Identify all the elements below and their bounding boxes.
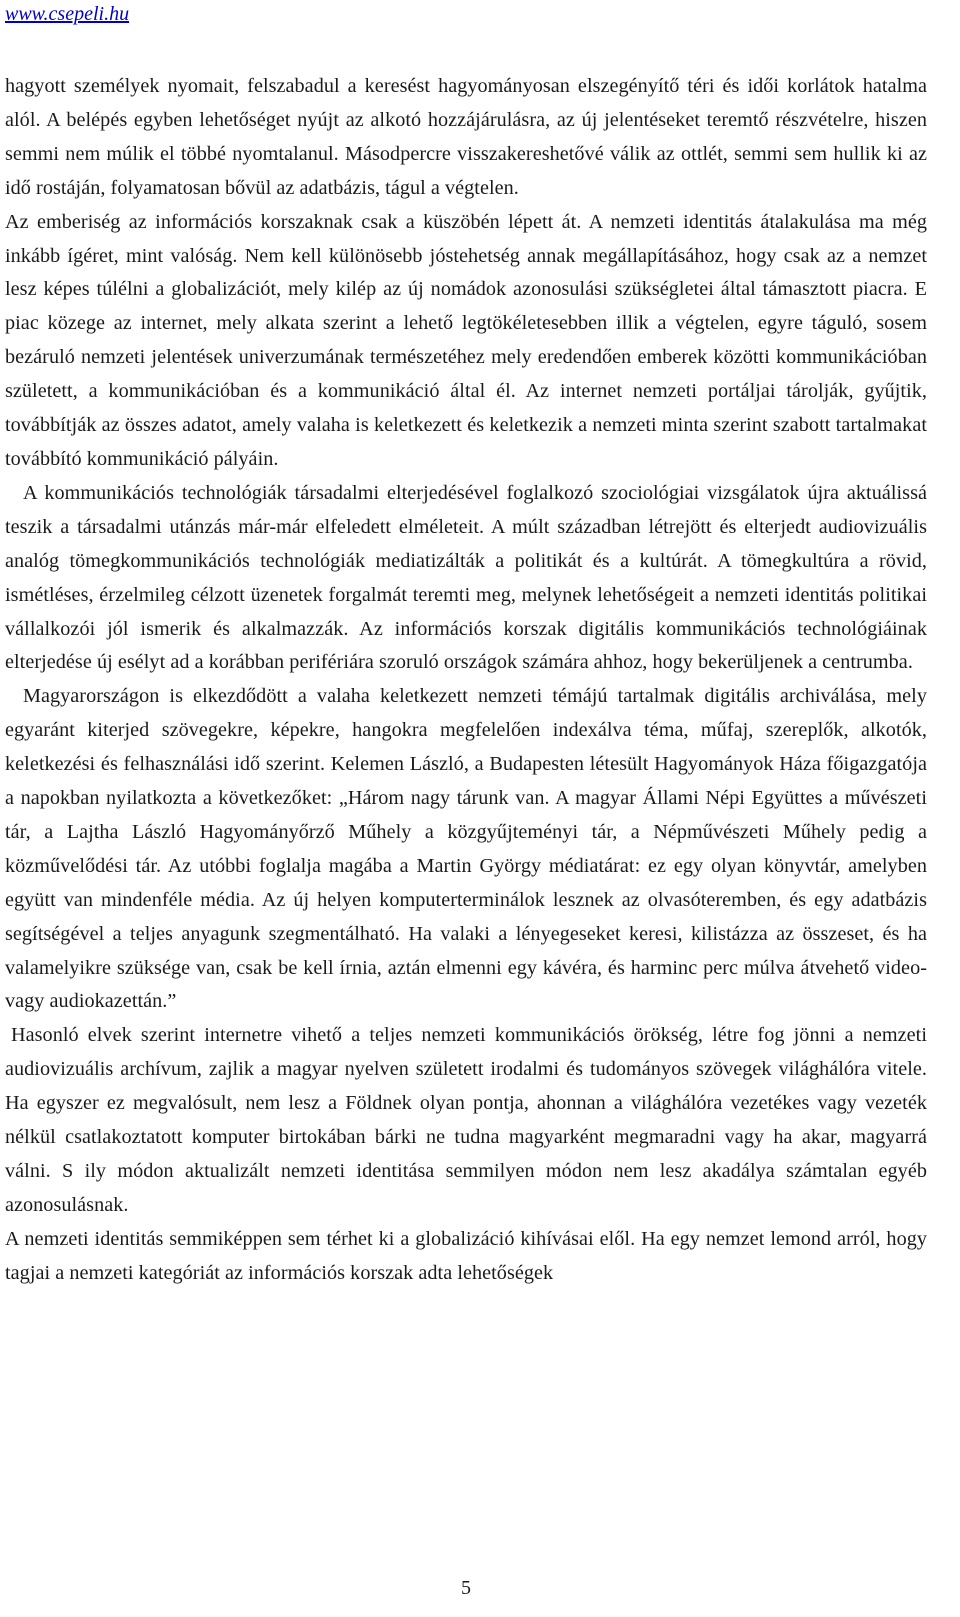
- paragraph-2: Az emberiség az információs korszaknak csak a küszöbén lépett át. A nemzeti identitás átalakulása ma még inkább ígéret, mint valóság. Nem kell különösebb jóstehetség annak megállapításához, hogy csak az a nemzet lesz képes túlélni a globalizációt, mely kilép az új nomádok azonosulási szükségletei által támasztott piacra. E piac közege az internet, mely alkata szerint a lehető legtökéletesebben illik a végtelen, egyre táguló, sosem bezáruló nemzeti jelentések univerzumának természetéhez mely eredendően emberek közötti kommunikációban született, a kommunikációban és a kommunikáció által él. Az internet nemzeti portáljai tárolják, gyűjtik, továbbítják az összes adatot, amely valaha is keletkezett és keletkezik a nemzeti minta szerint szabott tartalmakat továbbító kommunikáció pályáin.: [5, 210, 927, 470]
- paragraph-3: A kommunikációs technológiák társadalmi elterjedésével foglalkozó szociológiai vizsgálatok újra aktuálissá teszik a társadalmi utánzás már-már elfeledett elméleteit. A múlt században létrejött és elterjedt audiovizuális analóg tömegkommunikációs technológiák mediatizálták a politikát és a kultúrát. A tömegkultúra a rövid, ismétléses, érzelmileg célzott üzenetek forgalmát teremti meg, melynek lehetőségeit a nemzeti identitás politikai vállalkozói jól ismerik és alkalmazzák. Az információs korszak digitális kommunikációs technológiáinak elterjedése új esélyt ad a korábban perifériára szoruló országok számára ahhoz, hogy bekerüljenek a centrumba.: [5, 481, 927, 674]
- paragraph-5: Hasonló elvek szerint internetre vihető a teljes nemzeti kommunikációs örökség, létre fog jönni a nemzeti audiovizuális archívum, zajlik a magyar nyelven született irodalmi és tudományos szövegek világhálóra vitele. Ha egyszer ez megvalósult, nem lesz a Földnek olyan pontja, ahonnan a világhálóra vezetékes vagy vezeték nélkül csatlakoztatott komputer birtokában bárki ne tudna magyarként megmaradni vagy ha akar, magyarrá válni. S ily módon aktualizált nemzeti identitása semmilyen módon nem lesz akadálya számtalan egyéb azonosulásnak.: [5, 1024, 927, 1216]
- paragraph-4: Magyarországon is elkezdődött a valaha keletkezett nemzeti témájú tartalmak digitális archiválása, mely egyaránt kiterjed szövegekre, képekre, hangokra megfelelően indexálva téma, műfaj, szereplők, alkotók, keletkezési és felhasználási idő szerint. Kelemen László, a Budapesten létesült Hagyományok Háza főigazgatója a napokban nyilatkozta a következőket: „Három nagy tárunk van. A magyar Állami Népi Együttes a művészeti tár, a Lajtha László Hagyományőrző Műhely a közgyűjteményi tár, a Népművészeti Műhely pedig a közművelődési tár. Az utóbbi foglalja magába a Martin György médiatárat: ez egy olyan könyvtár, amelyben együtt van mindenféle média. Az új helyen komputerterminálok lesznek az olvasóteremben, és egy adatbázis segítségével a teljes anyagunk szegmentálható. Ha valaki a lényegeseket keresi, kilistázza az összeset, és ha valamelyikre szüksége van, csak be kell írnia, aztán elmenni egy kávéra, és harminc perc múlva átvehető video- vagy audiokazettán.”: [5, 685, 927, 1013]
- site-link[interactable]: www.csepeli.hu: [5, 3, 130, 25]
- document-body: [5, 70, 927, 1291]
- paragraph-1: hagyott személyek nyomait, felszabadul a keresést hagyományosan elszegényítő téri és idői korlátok hatalma alól. A belépés egyben lehetőséget nyújt az alkotó hozzájárulásra, az új jelentéseket teremtő részvételre, hiszen semmi nem múlik el többé nyomtalanul. Másodpercre visszakereshetővé válik az ottlét, semmi sem hullik ki az idő rostáján, folyamatosan bővül az adatbázis, tágul a végtelen.: [5, 75, 927, 199]
- paragraph-6: A nemzeti identitás semmiképpen sem térhet ki a globalizáció kihívásai elől. Ha egy nemzet lemond arról, hogy tagjai a nemzeti kategóriát az információs korszak adta lehetőségek: [5, 1227, 927, 1284]
- page-number: 5: [461, 1577, 471, 1599]
